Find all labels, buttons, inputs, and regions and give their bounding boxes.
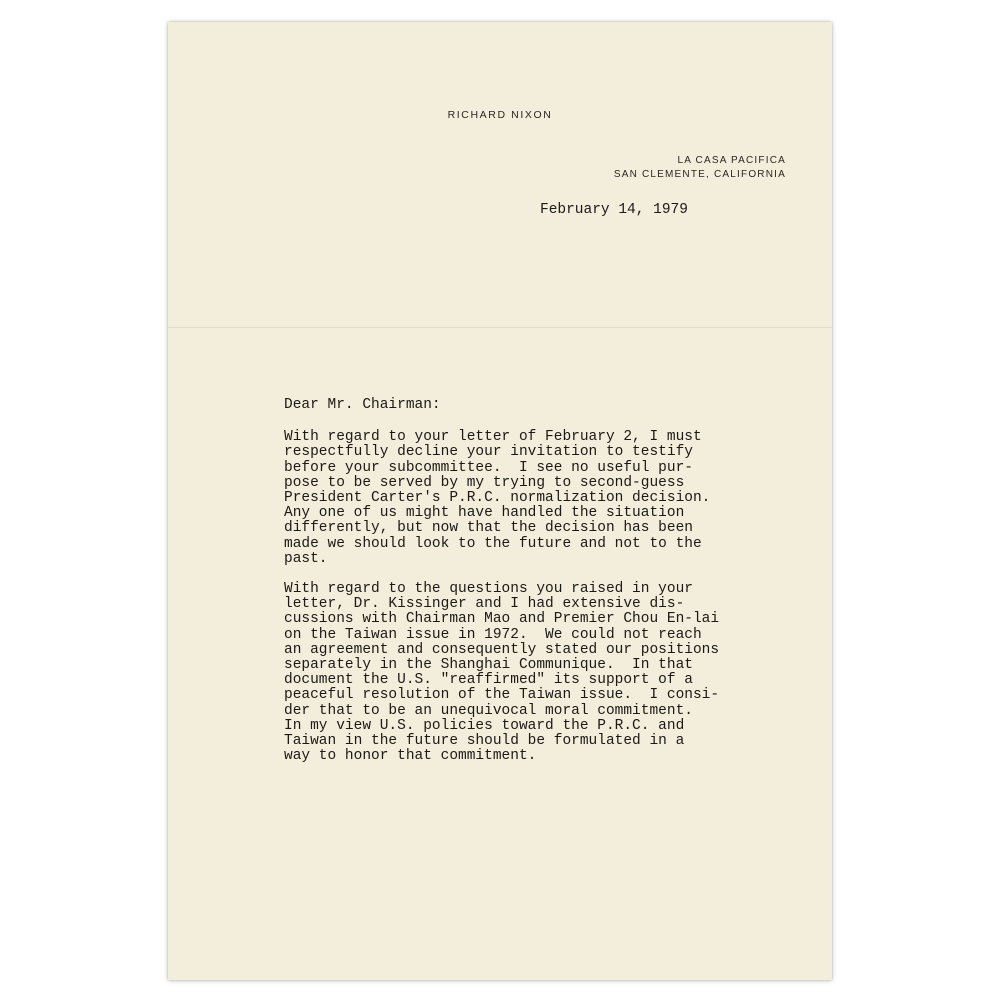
body-line: made we should look to the future and not to the: [284, 535, 702, 552]
paragraph-1: [284, 430, 804, 567]
body-line: der that to be an unequivocal moral commitment.: [284, 702, 693, 719]
body-line: cussions with Chairman Mao and Premier Chou En-lai: [284, 611, 720, 628]
body-line: an agreement and consequently stated our positions: [284, 641, 720, 658]
body-line: past.: [284, 550, 328, 567]
body-line: separately in the Shanghai Communique. In that: [284, 657, 693, 674]
body-line: before your subcommittee. I see no useful pur-: [284, 459, 693, 476]
letter-body: [284, 398, 804, 779]
body-line: way to honor that commitment.: [284, 748, 537, 765]
body-line: document the U.S. "reaffirmed" its support of a: [284, 672, 693, 689]
address-line-1: LA CASA PACIFICA: [677, 155, 786, 166]
paper-fold-crease: [168, 327, 832, 328]
body-line: President Carter's P.R.C. normalization decision.: [284, 490, 711, 507]
body-line: Any one of us might have handled the situation: [284, 505, 685, 522]
body-line: respectfully decline your invitation to testify: [284, 444, 693, 461]
body-line: differently, but now that the decision has been: [284, 520, 693, 537]
body-line: peaceful resolution of the Taiwan issue. I consi-: [284, 687, 720, 704]
letterhead-address: [168, 154, 786, 182]
letterhead-name: RICHARD NIXON: [447, 109, 553, 121]
body-line: on the Taiwan issue in 1972. We could not reach: [284, 626, 702, 643]
body-line: With regard to the questions you raised in your: [284, 581, 693, 598]
body-line: pose to be served by my trying to second-guess: [284, 474, 685, 491]
address-line-2: SAN CLEMENTE, CALIFORNIA: [613, 169, 786, 180]
body-line: With regard to your letter of February 2, I must: [284, 429, 702, 446]
body-line: In my view U.S. policies toward the P.R.C. and: [284, 717, 685, 734]
letter-date: February 14, 1979: [540, 202, 688, 218]
body-line: Taiwan in the future should be formulated in a: [284, 733, 685, 750]
salutation: Dear Mr. Chairman:: [284, 397, 441, 413]
letter-sheet: [168, 22, 832, 980]
body-line: letter, Dr. Kissinger and I had extensive dis-: [284, 596, 685, 613]
paragraph-2: [284, 582, 804, 764]
